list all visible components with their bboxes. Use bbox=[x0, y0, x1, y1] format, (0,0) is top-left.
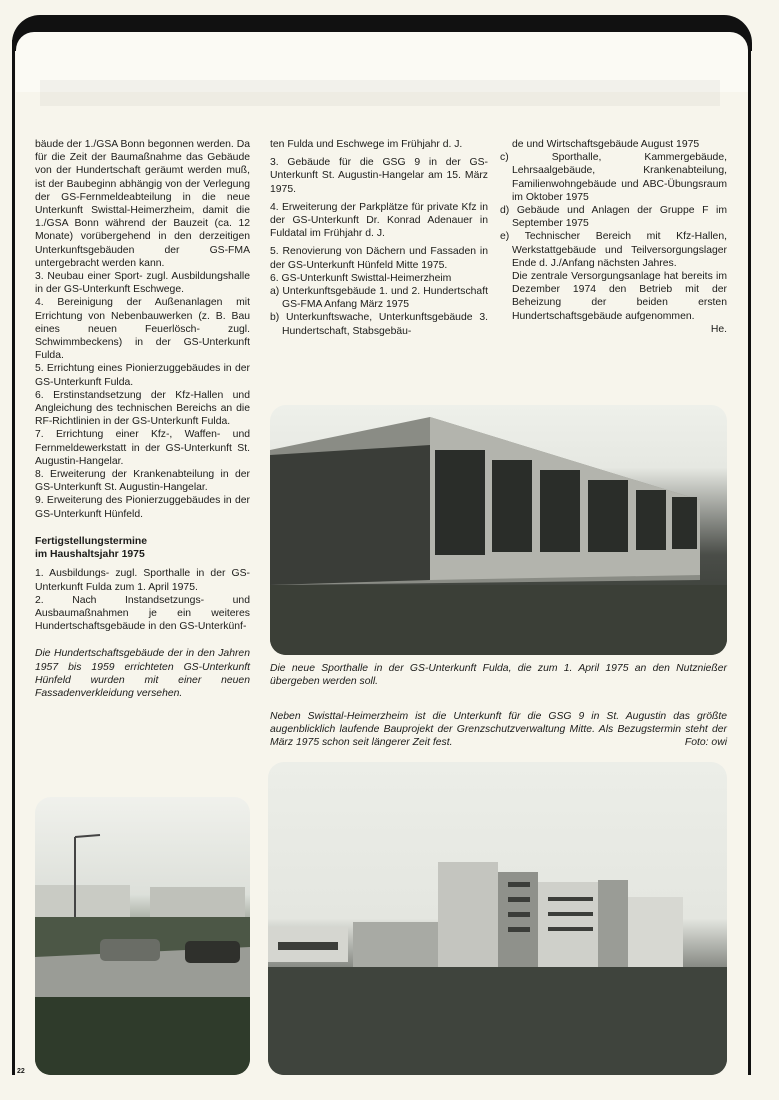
paragraph: de und Wirtschaftsgebäude August 1975 bbox=[512, 139, 700, 150]
section-heading: Fertigstellungstermine im Haushaltsjahr 1975 bbox=[35, 535, 148, 561]
list-item: 5. Renovierung von Dächern und Fassaden in der GS-Unterkunft Hünfeld Mitte 1975. bbox=[270, 246, 488, 271]
list-item: 3. Neubau einer Sport- zugl. Ausbildungshalle in der GS-Unterkunft Eschwege. bbox=[35, 271, 250, 296]
paragraph: ten Fulda und Eschwege im Frühjahr d. J. bbox=[270, 139, 463, 150]
photo-gsg9-unterkunft bbox=[268, 762, 727, 1075]
author-signature: He. bbox=[710, 323, 727, 335]
photo-sporthalle bbox=[270, 405, 727, 655]
list-item: 2. Nach Instandsetzungs- und Ausbaumaßnahmen je ein weiteres Hundertschaftsgebäude in den GS-Unterkünf- bbox=[35, 594, 250, 633]
caption-gsg9: Neben Swisttal-Heimerzheim ist die Unterkunft für die GSG 9 in St. Augustin das größte augenblicklich laufende Bauprojekt der Grenzschutzverwaltung Mitte. Als Bezugstermin steht der März 1975 schon seit längerer Zeit fest. Foto: owi bbox=[270, 711, 727, 749]
paragraph: bäude der 1./GSA Bonn begonnen werden. Da für die Zeit der Baumaßnahme das Gebäude von der Hundertschaft geräumt werden muß, ist der Baubeginn abhängig von der Verlegung der GS-Fernmeldeabteilung in die neue Unterkunft Swisttal-Heimerzheim, damit die 1./GSA Bonn während der Bauzeit (ca. 12 Monate) vorübergehend in den derzeitigen Unterkunftsgebäuden der GS-FMA untergebracht werden kann. bbox=[35, 139, 250, 269]
photo-credit: Foto: owi bbox=[684, 737, 727, 749]
caption-sporthalle: Die neue Sporthalle in der GS-Unterkunft Fulda, die zum 1. April 1975 an den Nutznießer übergeben werden soll. bbox=[270, 663, 727, 688]
list-item: 4. Erweiterung der Parkplätze für private Kfz in der GS-Unterkunft Dr. Konrad Adenauer in Fuldatal im Frühjahr d. J. bbox=[270, 201, 488, 240]
list-item: 8. Erweiterung der Krankenabteilung in der GS-Unterkunft St. Augustin-Hangelar. bbox=[35, 469, 250, 494]
paragraph: Die zentrale Versorgungsanlage hat bereits im Dezember 1974 den Betrieb mit der Beheizung der beiden ersten Hundertschaftsgebäude aufgenommen. bbox=[512, 271, 727, 322]
bleed-through bbox=[40, 80, 720, 106]
list-item: 3. Gebäude für die GSG 9 in der GS-Unterkunft St. Augustin-Hangelar am 15. März 1975. bbox=[270, 157, 488, 195]
sub-list-item: c) Sporthalle, Kammergebäude, Lehrsaalgebäude, Krankenabteilung, Familienwohngebäude und ABC-Übungsraum im Oktober 1975 bbox=[500, 152, 727, 203]
photo-caption: Die Hundertschaftsgebäude der in den Jahren 1957 bis 1959 errichteten GS-Unterkunft Hünfeld wurden mit einer neuen Fassadenverkleidung versehen. bbox=[35, 648, 250, 699]
sub-list-item: a) Unterkunftsgebäude 1. und 2. Hundertschaft GS-FMA Anfang März 1975 bbox=[270, 286, 488, 311]
photo-huenfeld bbox=[35, 797, 250, 1075]
left-border bbox=[12, 40, 15, 1075]
right-border bbox=[748, 40, 751, 1075]
list-item: 6. GS-Unterkunft Swisttal-Heimerzheim bbox=[270, 272, 452, 284]
list-item: 4. Bereinigung der Außenanlagen mit Errichtung von Nebenbauwerken (z. B. Bau eines neuen Feuerlösch- zugl. Schwimmbeckens) in der GS-Unterkunft Fulda. bbox=[35, 297, 250, 362]
sub-list-item: b) Unterkunftswache, Unterkunftsgebäude 3. Hundertschaft, Stabsgebäu- bbox=[270, 312, 488, 337]
sub-list-item: d) Gebäude und Anlagen der Gruppe F im September 1975 bbox=[500, 205, 727, 230]
column-2 bbox=[270, 138, 488, 338]
list-item: 9. Erweiterung des Pionierzuggebäudes in der GS-Unterkunft Hünfeld. bbox=[35, 495, 250, 520]
list-item: 6. Erstinstandsetzung der Kfz-Hallen und Angleichung des technischen Bereichs an die RF-Richtlinien in der GS-Unterkunft Fulda. bbox=[35, 389, 250, 428]
list-item: 5. Errichtung eines Pionierzuggebäudes in der GS-Unterkunft Fulda. bbox=[35, 363, 250, 388]
list-item: 1. Ausbildungs- zugl. Sporthalle in der GS-Unterkunft Fulda zum 1. April 1975. bbox=[35, 568, 250, 593]
list-item: 7. Errichtung einer Kfz-, Waffen- und Fernmeldewerkstatt in der GS-Unterkunft St. Augustin-Hangelar. bbox=[35, 429, 250, 467]
column-3 bbox=[500, 138, 727, 336]
sub-list-item: e) Technischer Bereich mit Kfz-Hallen, Werkstattgebäude und Teilversorgungslager Ende d. J./Anfang nächsten Jahres. bbox=[500, 231, 727, 269]
page-number: 22 bbox=[17, 1068, 25, 1075]
column-1 bbox=[35, 138, 250, 700]
